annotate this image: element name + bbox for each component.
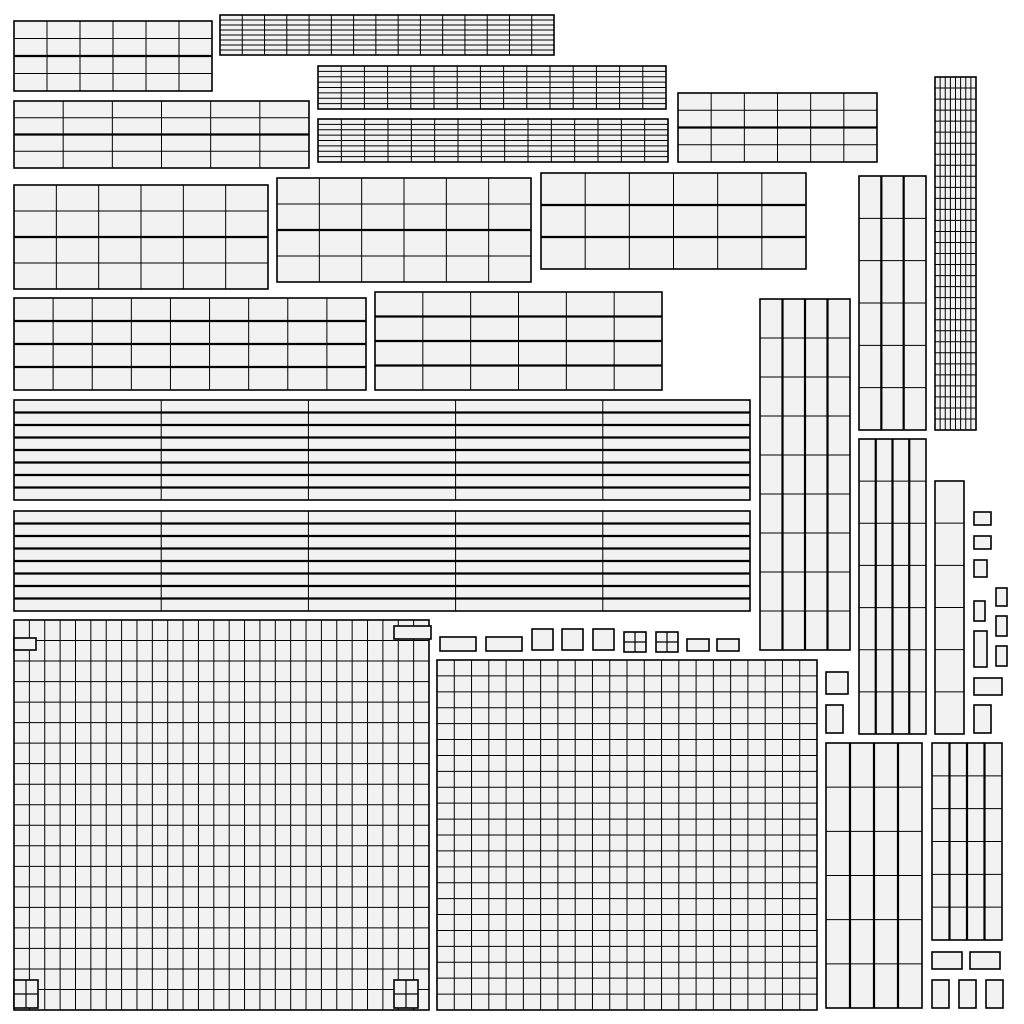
uv-island [14, 101, 309, 168]
quartered-uv-patch [624, 632, 646, 652]
uv-island [437, 660, 817, 1010]
small-uv-patch [687, 639, 709, 651]
uv-island [14, 511, 750, 611]
small-uv-patch [970, 952, 1000, 969]
uv-island [14, 185, 268, 289]
uv-island [760, 299, 850, 650]
uv-island [14, 298, 366, 390]
uv-island [318, 66, 666, 109]
small-uv-patch [974, 601, 985, 621]
small-uv-patch [593, 629, 614, 650]
small-uv-patch [996, 588, 1007, 606]
small-uv-patch [974, 560, 987, 577]
quartered-uv-patch [656, 632, 678, 652]
small-uv-patch [532, 629, 553, 650]
uv-island [14, 400, 750, 500]
uv-island [541, 173, 806, 269]
small-uv-patch [974, 631, 987, 667]
uv-island [277, 178, 531, 282]
small-uv-patch [959, 980, 976, 1008]
uv-island [220, 15, 554, 55]
small-uv-patch [974, 678, 1002, 695]
small-uv-patch [932, 980, 949, 1008]
uv-island [678, 93, 877, 162]
uv-island [826, 743, 922, 1008]
small-uv-patch [562, 629, 583, 650]
quartered-uv-patch [14, 980, 38, 1008]
small-uv-patch [996, 616, 1007, 636]
small-uv-patch [974, 536, 991, 549]
uv-island [932, 743, 1002, 940]
small-uv-patch [974, 512, 991, 525]
small-uv-patch [932, 952, 962, 969]
uv-island [14, 21, 212, 91]
small-uv-patch [14, 638, 36, 650]
small-uv-patch [996, 646, 1007, 666]
uv-island [935, 481, 964, 734]
small-uv-patch [974, 705, 991, 733]
quartered-uv-patch [394, 980, 418, 1008]
uv-island [375, 292, 662, 390]
small-uv-patch [826, 705, 843, 733]
island-outline [14, 620, 429, 1010]
small-uv-patch [826, 672, 848, 694]
uv-island [859, 176, 926, 430]
uv-island [318, 119, 668, 162]
uv-island [14, 620, 429, 1010]
small-uv-patch [717, 639, 739, 651]
uv-island [859, 439, 926, 734]
small-uv-patch [486, 637, 522, 651]
small-uv-patch [394, 626, 431, 639]
small-uv-patch [440, 637, 476, 651]
small-uv-patch [986, 980, 1003, 1008]
uv-island [935, 77, 976, 430]
